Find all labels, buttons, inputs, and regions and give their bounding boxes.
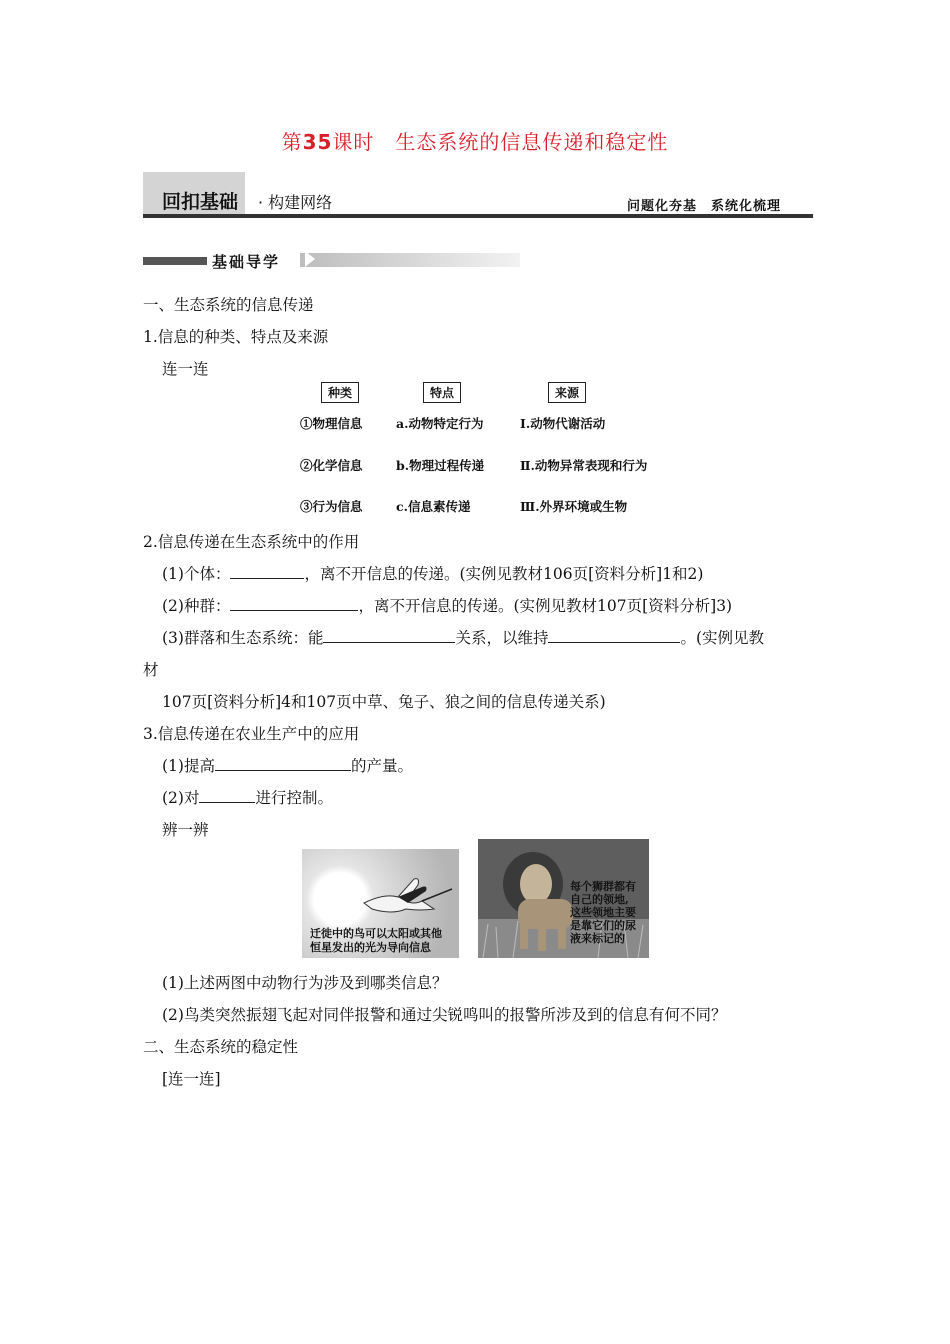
fill-blank[interactable] [199, 788, 255, 803]
type-item: ①物理信息 [300, 416, 363, 431]
section-heading-1: 一、生态系统的信息传递 [143, 296, 314, 314]
match-label-2: [连一连] [162, 1070, 221, 1088]
source-item: Ⅰ.动物代谢活动 [520, 416, 606, 431]
question-2-3-note: 107页[资料分析]4和107页中草、兔子、狼之间的信息传递关系) [162, 693, 606, 711]
feature-item: b.物理过程传递 [396, 458, 485, 473]
distinguish-label: 辨一辨 [162, 821, 209, 839]
match-label: 连一连 [162, 360, 209, 378]
feature-item: a.动物特定行为 [396, 416, 484, 431]
fill-blank[interactable] [215, 756, 351, 771]
question-3: 3.信息传递在农业生产中的应用 [143, 725, 360, 743]
distinguish-question-1: (1)上述两图中动物行为涉及到哪类信息？ [162, 974, 448, 992]
fill-blank[interactable] [323, 628, 455, 643]
table-header-type: 种类 [321, 382, 359, 403]
question-2: 2.信息传递在生态系统中的作用 [143, 533, 360, 551]
section-banner-title: 回扣基础 [162, 191, 239, 213]
question-3-1: (1)提高 的产量。 [162, 757, 413, 775]
distinguish-question-2: (2)鸟类突然振翅飞起对同伴报警和通过尖锐鸣叫的报警所涉及到的信息有何不同？ [162, 1006, 727, 1024]
type-item: ③行为信息 [300, 499, 363, 514]
section-banner-right: 问题化夯基 系统化梳理 [627, 199, 782, 214]
subsection-label: 基础导学 [212, 253, 281, 271]
question-2-2: (2)种群： ，离不开信息的传递。(实例见教材107页[资料分析]3) [162, 597, 733, 615]
table-header-source: 来源 [548, 382, 586, 403]
question-2-3-cont: 材 [143, 661, 159, 679]
fill-blank[interactable] [230, 596, 358, 611]
question-1: 1.信息的种类、特点及来源 [143, 328, 329, 346]
subsection-arrow-icon [305, 251, 315, 267]
subsection-bar [143, 257, 207, 265]
photo2-caption: 每个狮群都有 自己的领地, 这些领地主要 是靠它们的尿 液来标记的 [570, 880, 636, 945]
table-header-feature: 特点 [423, 382, 461, 403]
section-divider [143, 214, 813, 218]
question-2-3: (3)群落和生态系统：能 关系，以维持 。(实例见教 [162, 629, 765, 647]
source-item: Ⅲ.外界环境或生物 [520, 499, 628, 514]
question-3-2: (2)对 进行控制。 [162, 789, 333, 807]
fill-blank[interactable] [230, 564, 304, 579]
type-item: ②化学信息 [300, 458, 363, 473]
source-item: Ⅱ.动物异常表现和行为 [520, 458, 648, 473]
fill-blank[interactable] [548, 628, 680, 643]
photo1-caption: 迁徙中的鸟可以太阳或其他 恒星发出的光为导向信息 [310, 927, 442, 954]
page-title: 第35课时 生态系统的信息传递和稳定性 [281, 130, 669, 154]
section-banner-subtitle: · 构建网络 [258, 193, 333, 212]
section-heading-2: 二、生态系统的稳定性 [143, 1038, 299, 1056]
question-2-1: (1)个体： ，离不开信息的传递。(实例见教材106页[资料分析]1和2) [162, 565, 704, 583]
feature-item: c.信息素传递 [396, 499, 471, 514]
subsection-gradient [300, 253, 520, 267]
